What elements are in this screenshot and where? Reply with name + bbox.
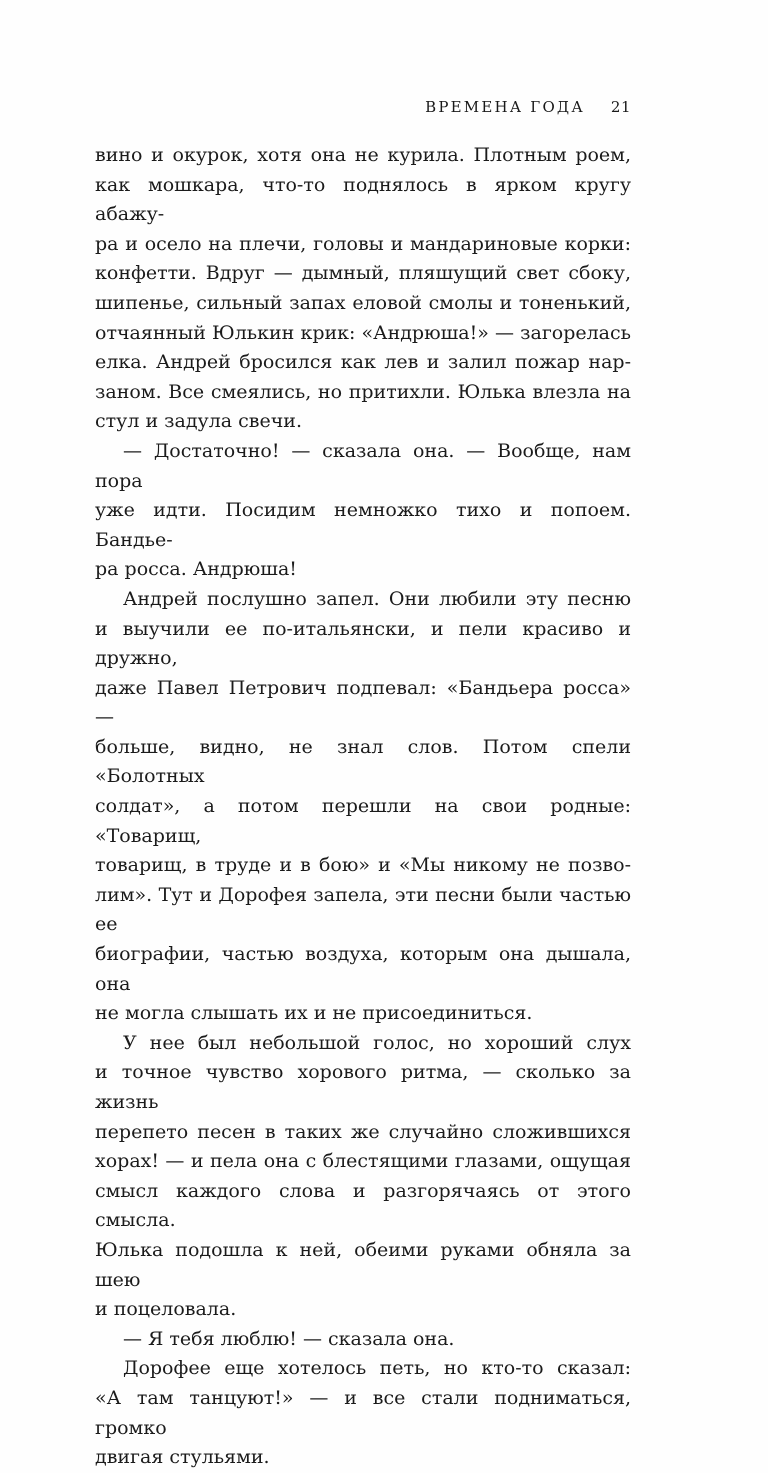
text-line: двигая стульями. <box>95 1446 270 1469</box>
paragraph <box>95 1354 631 1472</box>
paragraph <box>95 1029 631 1325</box>
text-line: как мошкара, что-то поднялось в ярком кругу абажу- <box>95 173 631 226</box>
text-line: У нее был небольшой голос, но хороший слух <box>123 1031 631 1054</box>
text-line: «А там танцуют!» — и все стали подниматься, громко <box>95 1386 631 1439</box>
paragraph <box>95 437 631 585</box>
text-line: и точное чувство хорового ритма, — сколько за жизнь <box>95 1061 631 1113</box>
text-line: — Достаточно! — сказала она. — Вообще, нам пора <box>95 439 631 492</box>
text-line: солдат», а потом перешли на свои родные: «Товарищ, <box>95 795 631 847</box>
running-title: ВРЕМЕНА ГОДА <box>425 98 585 116</box>
text-line: и выучили ее по-итальянски, и пели красиво и дружно, <box>95 617 631 670</box>
text-line: перепето песен в таких же случайно сложившихся <box>95 1120 631 1143</box>
text-line: больше, видно, не знал слов. Потом спели «Болотных <box>95 735 631 788</box>
text-line: ра росса. Андрюша! <box>95 558 297 581</box>
text-line: — Я тебя люблю! — сказала она. <box>123 1327 455 1350</box>
text-line: конфетти. Вдруг — дымный, пляшущий свет сбоку, <box>95 262 631 285</box>
text-line: Дорофее еще хотелось петь, но кто-то сказал: <box>123 1357 631 1380</box>
text-line: стул и задула свечи. <box>95 410 302 433</box>
paragraph <box>95 1325 631 1355</box>
page-number: 21 <box>610 98 631 116</box>
text-line: биографии, частью воздуха, которым она дышала, она <box>95 943 631 995</box>
paragraph <box>95 585 631 1029</box>
text-line: отчаянный Юлькин крик: «Андрюша!» — загорелась <box>95 321 631 344</box>
text-line: и поцеловала. <box>95 1298 237 1321</box>
text-line: вино и окурок, хотя она не курила. Плотным роем, <box>95 144 631 166</box>
paragraph <box>95 141 631 437</box>
text-line: не могла слышать их и не присоединиться. <box>95 1002 533 1025</box>
text-line: ра и осело на плечи, головы и мандариновые корки: <box>95 232 631 255</box>
text-line: Андрей послушно запел. Они любили эту песню <box>123 587 631 610</box>
text-line: товарищ, в труде и в бою» и «Мы никому не позво- <box>95 854 631 877</box>
text-line: заном. Все смеялись, но притихли. Юлька влезла на <box>95 380 631 403</box>
text-line: Юлька подошла к ней, обеими руками обняла за шею <box>95 1238 631 1291</box>
text-line: смысл каждого слова и разгорячаясь от этого смысла. <box>95 1179 631 1232</box>
text-line: хорах! — и пела она с блестящими глазами, ощущая <box>95 1150 631 1173</box>
text-line: уже идти. Посидим немножко тихо и попоем. Бандье- <box>95 499 631 551</box>
text-line: елка. Андрей бросился как лев и залил пожар нар- <box>95 351 631 374</box>
text-block <box>95 141 631 1473</box>
text-line: даже Павел Петрович подпевал: «Бандьера росса» — <box>95 676 631 729</box>
page-header <box>95 97 631 117</box>
text-line: шипенье, сильный запах еловой смолы и тоненький, <box>95 291 631 314</box>
text-line: лим». Тут и Дорофея запела, эти песни были частью ее <box>95 883 631 936</box>
